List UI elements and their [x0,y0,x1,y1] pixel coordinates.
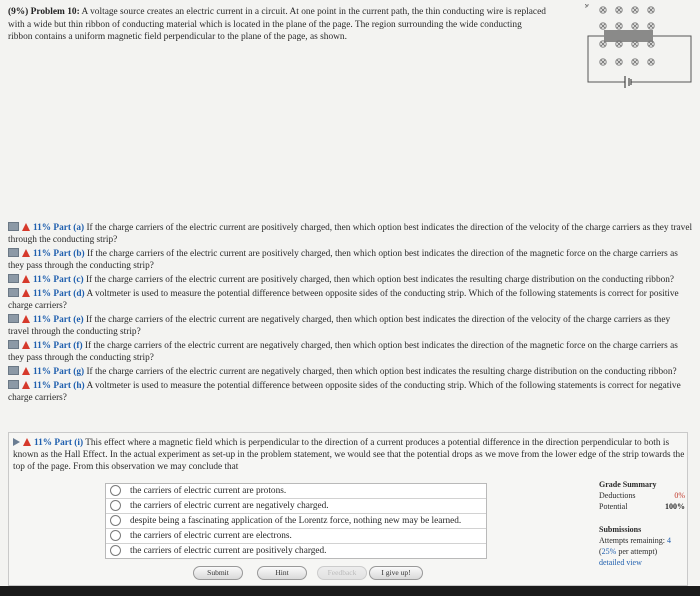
warning-icon [22,367,30,375]
attempts-remaining: Attempts remaining: 4 [599,536,671,545]
answer-option[interactable]: the carriers of electric current are protons. [106,484,486,499]
part-b[interactable]: 11% Part (b) If the charge carriers of the electric current are positively charged, then which option best indicates the direction of the magnetic force on the charge carriers as they pass through the conducting strip? [8,249,678,272]
magnetic-field-figure [585,4,695,96]
magnetic-field-x-marks [585,4,588,7]
answer-option[interactable]: the carriers of electric current are negatively charged. [106,499,486,514]
part-f[interactable]: 11% Part (f) If the charge carriers of the electric current are negatively charged, then which option best indicates the direction of the magnetic force on the charge carriers as they pass through the conducting strip? [8,340,678,363]
give-up-button[interactable]: I give up! [369,566,423,580]
problem-statement [8,6,548,44]
submissions-title: Submissions [599,525,642,534]
expand-arrow-icon [13,438,20,446]
part-image-icon [8,340,19,349]
potential-label: Potential [599,502,628,511]
active-part-panel [8,432,688,586]
part-image-icon [8,380,19,389]
warning-icon [22,315,30,323]
conducting-ribbon [604,30,653,42]
detailed-view-link[interactable]: detailed view [599,558,642,567]
per-attempt: (25% per attempt) [599,547,658,556]
answer-option[interactable]: the carriers of electric current are electrons. [106,529,486,544]
radio-button[interactable] [110,530,121,541]
problem-text: A voltage source creates an electric current in a circuit. At one point in the current path, the thin conducting wire is replaced with a wide but thin ribbon of conducting material which is located in the plane of the page. The region surrounding the wide conducting ribbon contains a uniform magnetic field perpendicular to the plane of the page, as shown. [8,7,546,42]
part-image-icon [8,274,19,283]
answer-options [105,483,487,559]
submit-button[interactable]: Submit [193,566,243,580]
part-image-icon [8,288,19,297]
warning-icon [22,289,30,297]
part-d[interactable]: 11% Part (d) A voltmeter is used to measure the potential difference between opposite sides of the conducting strip. Which of the following statements is correct for positive charge carriers? [8,288,679,311]
warning-icon [22,249,30,257]
attempts-value: 4 [667,536,671,545]
part-image-icon [8,248,19,257]
answer-option[interactable]: despite being a fascinating application of the Lorentz force, nothing new may be learned. [106,514,486,529]
bottom-bar [0,586,700,596]
answer-option[interactable]: the carriers of electric current are positively charged. [106,544,486,558]
radio-button[interactable] [110,485,121,496]
part-c[interactable]: 11% Part (c) If the charge carriers of the electric current are positively charged, then which option best indicates the resulting charge distribution on the conducting ribbon? [8,274,693,286]
warning-icon [22,275,30,283]
grade-summary [599,479,689,568]
part-e[interactable]: 11% Part (e) If the charge carriers of the electric current are negatively charged, then which option best indicates the direction of the velocity of the charge carriers as they travel through the conducting strip? [8,314,671,337]
potential-value: 100% [665,502,685,511]
warning-icon [22,381,30,389]
battery-icon [625,76,631,88]
part-image-icon [8,222,19,231]
warning-icon [22,223,30,231]
part-h[interactable]: 11% Part (h) A voltmeter is used to measure the potential difference between opposite sides of the conducting strip. Which of the following statements is correct for negative charge carriers? [8,380,681,403]
deductions-value: 0% [674,491,685,500]
radio-button[interactable] [110,545,121,556]
deductions-label: Deductions [599,491,636,500]
part-image-icon [8,366,19,375]
radio-button[interactable] [110,515,121,526]
part-a[interactable]: 11% Part (a) If the charge carriers of the electric current are positively charged, then which option best indicates the direction of the velocity of the charge carriers as they travel through the conducting strip? [8,223,693,246]
warning-icon [22,341,30,349]
hint-button[interactable]: Hint [257,566,307,580]
active-part-question: 11% Part (i) This effect where a magnetic field which is perpendicular to the direction of a current produces a potential difference in the direction perpendicular to both is known as the Hall Effect. In the actual experiment as set-up in the problem statement, we would see that the potential drops as we move from the lower edge of the strip towards the top of the page. From this observation we may conclude that [13,438,685,473]
radio-button[interactable] [110,500,121,511]
part-g[interactable]: 11% Part (g) If the charge carriers of the electric current are negatively charged, then which option best indicates the resulting charge distribution on the conducting ribbon? [8,366,693,378]
problem-label: (9%) Problem 10: [8,7,80,17]
part-image-icon [8,314,19,323]
grade-summary-title: Grade Summary [599,480,657,489]
per-attempt-pct: 25% [601,547,617,556]
feedback-button[interactable]: Feedback [317,566,367,580]
warning-icon [23,438,31,446]
parts-list [8,222,693,406]
